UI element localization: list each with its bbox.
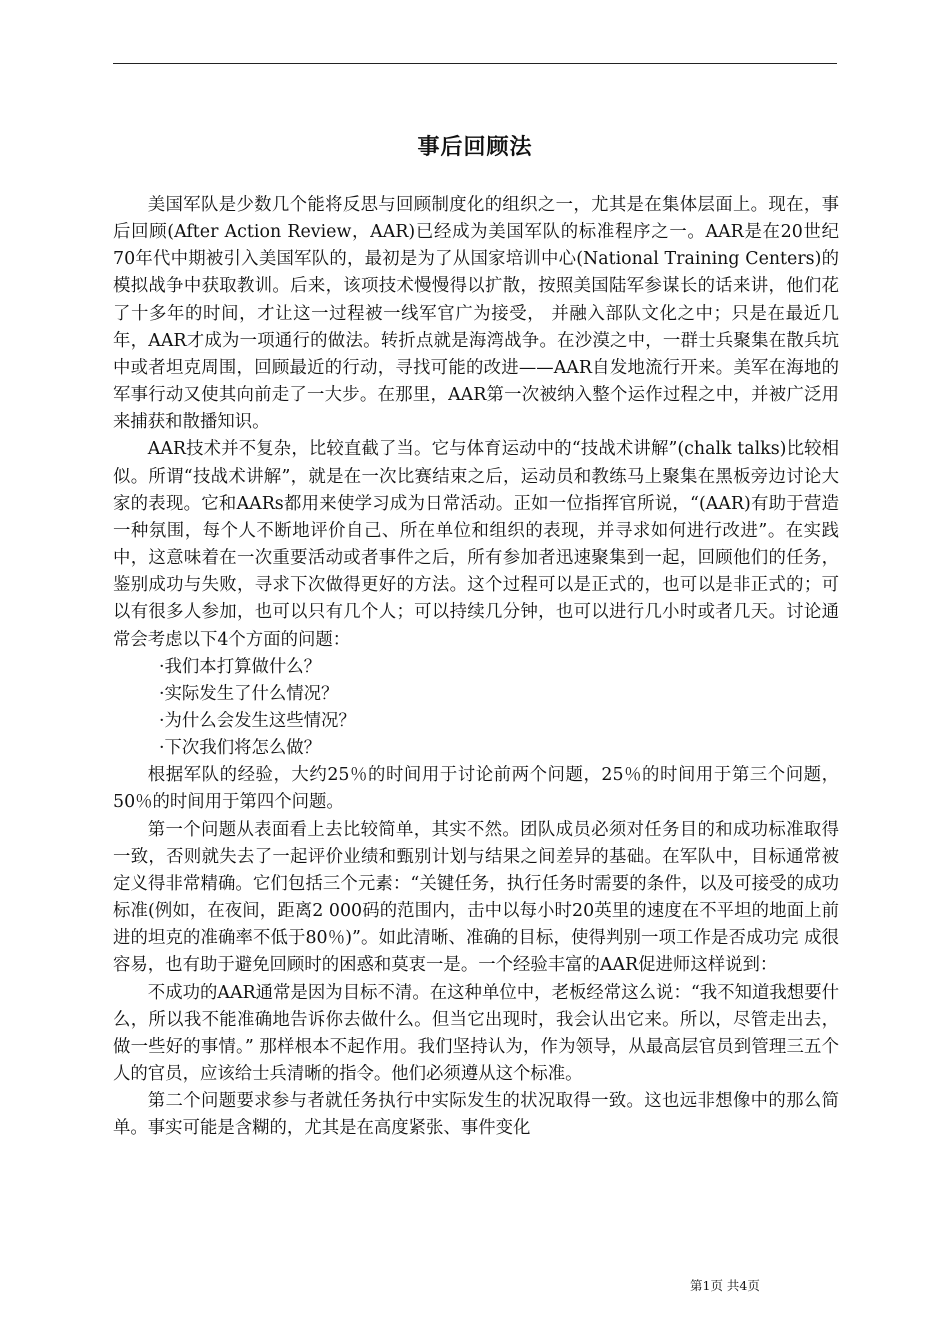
body-paragraph: AAR技术并不复杂，比较直截了当。它与体育运动中的“技战术讲解”(chalk talks)比较相似。所谓“技战术讲解”，就是在一次比赛结束之后，运动员和教练马上聚集在黑板旁边讨论大家的表现。它和AARs都用来使学习成为日常活动。正如一位指挥官所说，“(AAR)有助于营造一种氛围，每个人不断地评价自己、所在单位和组织的表现，并寻求如何进行改进”。在实践中，这意味着在一次重要活动或者事件之后，所有参加者迅速聚集到一起，回顾他们的任务，鉴别成功与失败，寻求下次做得更好的方法。这个过程可以是正式的，也可以是非正式的；可以有很多人参加，也可以只有几个人；可以持续几分钟，也可以进行几小时或者几天。讨论通常会考虑以下4个方面的问题： xyxy=(113,439,839,650)
document-body xyxy=(113,192,839,1142)
body-paragraph: 第一个问题从表面看上去比较简单，其实不然。团队成员必须对任务目的和成功标准取得一致，否则就失去了一起评价业绩和甄别计划与结果之间差异的基础。在军队中，目标通常被定义得非常精确。它们包括三个元素：“关键任务，执行任务时需要的条件，以及可接受的成功标准(例如，在夜间，距离2 000码的范围内，击中以每小时20英里的速度在不平坦的地面上前进的坦克的准确率不低于80％)”。如此清晰、准确的目标，使得判别一项工作是否成功完 成很容易，也有助于避免回顾时的困惑和莫衷一是。一个经验丰富的AAR促进师这样说到： xyxy=(113,819,839,976)
question-list-item: ·实际发生了什么情况？ xyxy=(159,683,339,704)
body-paragraph: 不成功的AAR通常是因为目标不清。在这种单位中，老板经常这么说：“我不知道我想要什么，所以我不能准确地告诉你去做什么。但当它出现时，我会认出它来。所以，尽管走出去，做一些好的事情。” 那样根本不起作用。我们坚持认为，作为领导，从最高层官员到管理三五个人的官员，应该给士兵清晰的指令。他们必须遵从这个标准。 xyxy=(113,982,839,1084)
question-list-item: ·我们本打算做什么？ xyxy=(159,656,322,677)
question-list-item: ·为什么会发生这些情况？ xyxy=(159,710,356,731)
body-paragraph: 根据军队的经验，大约25％的时间用于讨论前两个问题，25％的时间用于第三个问题，50％的时间用于第四个问题。 xyxy=(113,765,839,813)
page-number: 第1页 共4页 xyxy=(690,1278,760,1293)
document-title: 事后回顾法 xyxy=(417,135,533,160)
body-paragraph: 美国军队是少数几个能将反思与回顾制度化的组织之一，尤其是在集体层面上。现在，事后回顾(After Action Review，AAR)已经成为美国军队的标准程序之一。AAR是在20世纪70年代中期被引入美国军队的，最初是为了从国家培训中心(National Training Centers)的模拟战争中获取教训。后来，该项技术慢慢得以扩散，按照美国陆军参谋长的话来讲，他们花了十多年的时间，才让这一过程被一线军官广为接受， 并融入部队文化之中；只是在最近几年，AAR才成为一项通行的做法。转折点就是海湾战争。在沙漠之中，一群士兵聚集在散兵坑中或者坦克周围，回顾最近的行动，寻找可能的改进——AAR自发地流行开来。美军在海地的军事行动又使其向前走了一大步。在那里，AAR第一次被纳入整个运作过程之中，并被广泛用来捕获和散播知识。 xyxy=(113,195,839,433)
body-paragraph: 第二个问题要求参与者就任务执行中实际发生的状况取得一致。这也远非想像中的那么简单。事实可能是含糊的，尤其是在高度紧张、事件变化 xyxy=(113,1091,839,1139)
question-list-item: ·下次我们将怎么做？ xyxy=(159,738,322,759)
header-rule xyxy=(113,63,837,64)
